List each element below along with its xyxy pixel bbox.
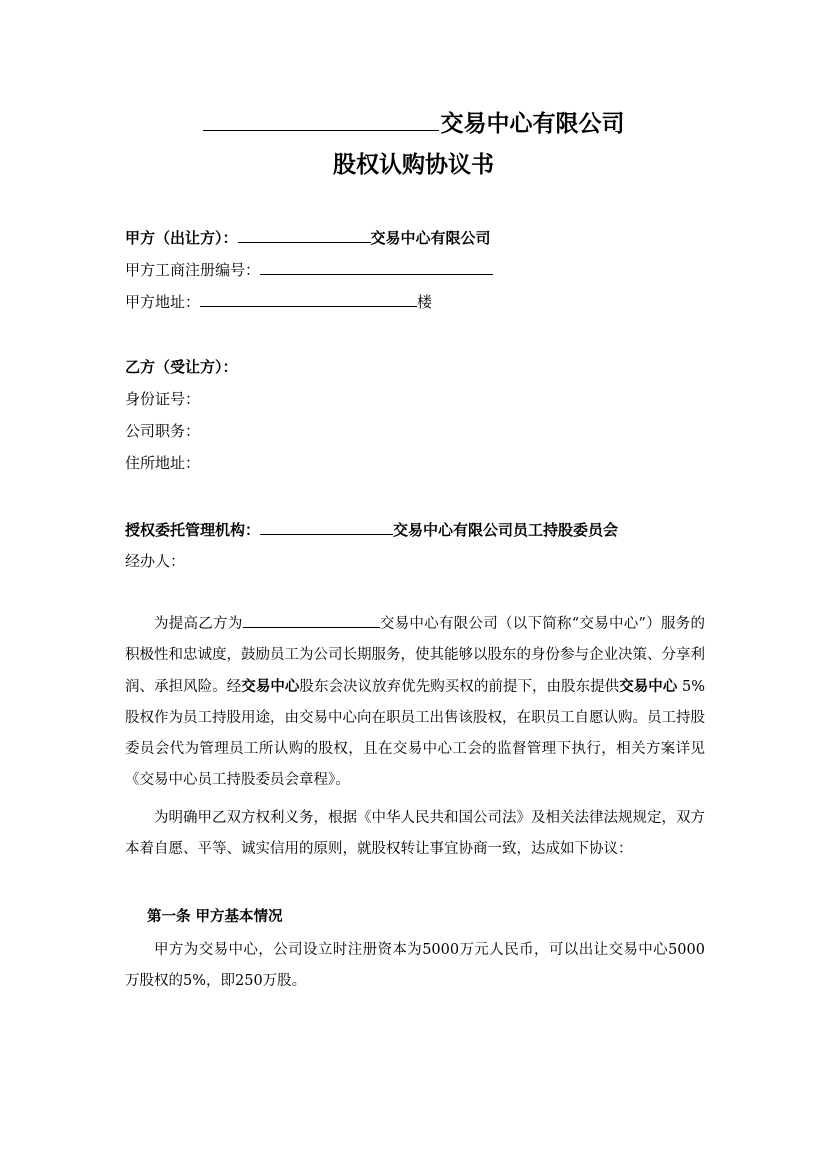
agency-label: 授权委托管理机构： (125, 521, 261, 539)
company-name-blank (203, 106, 439, 131)
company-title-suffix: 交易中心有限公司 (440, 110, 625, 137)
party-a-reg-line (125, 258, 493, 281)
preamble-p1-b: 交易中心有限公司（以下简称“交易中心”）服务的积极性和忠诚度，鼓励员工为公司长期服务，使其能够以股东的身份参与企业决策、分享利润、承担风险。经 (125, 616, 706, 695)
agency-line (125, 518, 618, 541)
article-1-body: 甲方为交易中心，公司设立时注册资本为5000万元人民币，可以出让交易中心5000万股权的5%，即250万股。 (125, 942, 705, 989)
document-title: 股权认购协议书 (333, 151, 494, 178)
preamble-p1-a: 为提高乙方为 (154, 616, 243, 632)
agency-suffix: 交易中心有限公司员工持股委员会 (393, 521, 619, 539)
party-a-company-suffix: 交易中心有限公司 (370, 229, 491, 247)
preamble-paragraph-1 (125, 609, 705, 796)
preamble-p1-f: 5%股权作为员工持股用途，由交易中心向在职员工出售该股权，在职员工自愿认购。员工持股委员会代为管理员工所认购的股权，且在交易中心工会的监督管理下执行，相关方案详见《交易中心员工持股委员会章程》。 (125, 679, 705, 788)
party-b-residence-label: 住所地址： (125, 454, 201, 472)
handler-label: 经办人： (125, 552, 186, 570)
party-a-label: 甲方（出让方）： (125, 229, 238, 247)
party-a-name-blank (238, 226, 371, 243)
party-b-id-label: 身份证号： (125, 390, 201, 408)
agency-name-blank (260, 518, 393, 535)
preamble-p1-d: 股东会决议放弃优先购买权的前提下，由股东提供 (299, 679, 620, 695)
preamble-company-blank (243, 611, 380, 628)
document-company-title (0, 106, 827, 139)
party-b-label: 乙方（受让方）： (125, 358, 238, 376)
party-a-address-label: 甲方地址： (125, 293, 201, 311)
party-b-position-label: 公司职务： (125, 422, 201, 440)
party-a-line (125, 226, 491, 249)
article-1-heading: 第一条 甲方基本情况 (147, 908, 283, 925)
preamble-p1-c: 交易中心 (241, 678, 300, 695)
party-a-reg-blank (260, 258, 493, 275)
preamble-p1-e: 交易中心 (619, 678, 678, 695)
party-a-address-line (125, 290, 432, 313)
party-a-reg-label: 甲方工商注册编号： (125, 261, 261, 279)
preamble-paragraph-2: 为明确甲乙双方权利义务，根据《中华人民共和国公司法》及相关法律法规规定，双方本着自愿、平等、诚实信用的原则，就股权转让事宜协商一致，达成如下协议： (125, 810, 705, 857)
party-a-address-blank (200, 290, 417, 307)
party-a-address-suffix: 楼 (417, 293, 433, 311)
